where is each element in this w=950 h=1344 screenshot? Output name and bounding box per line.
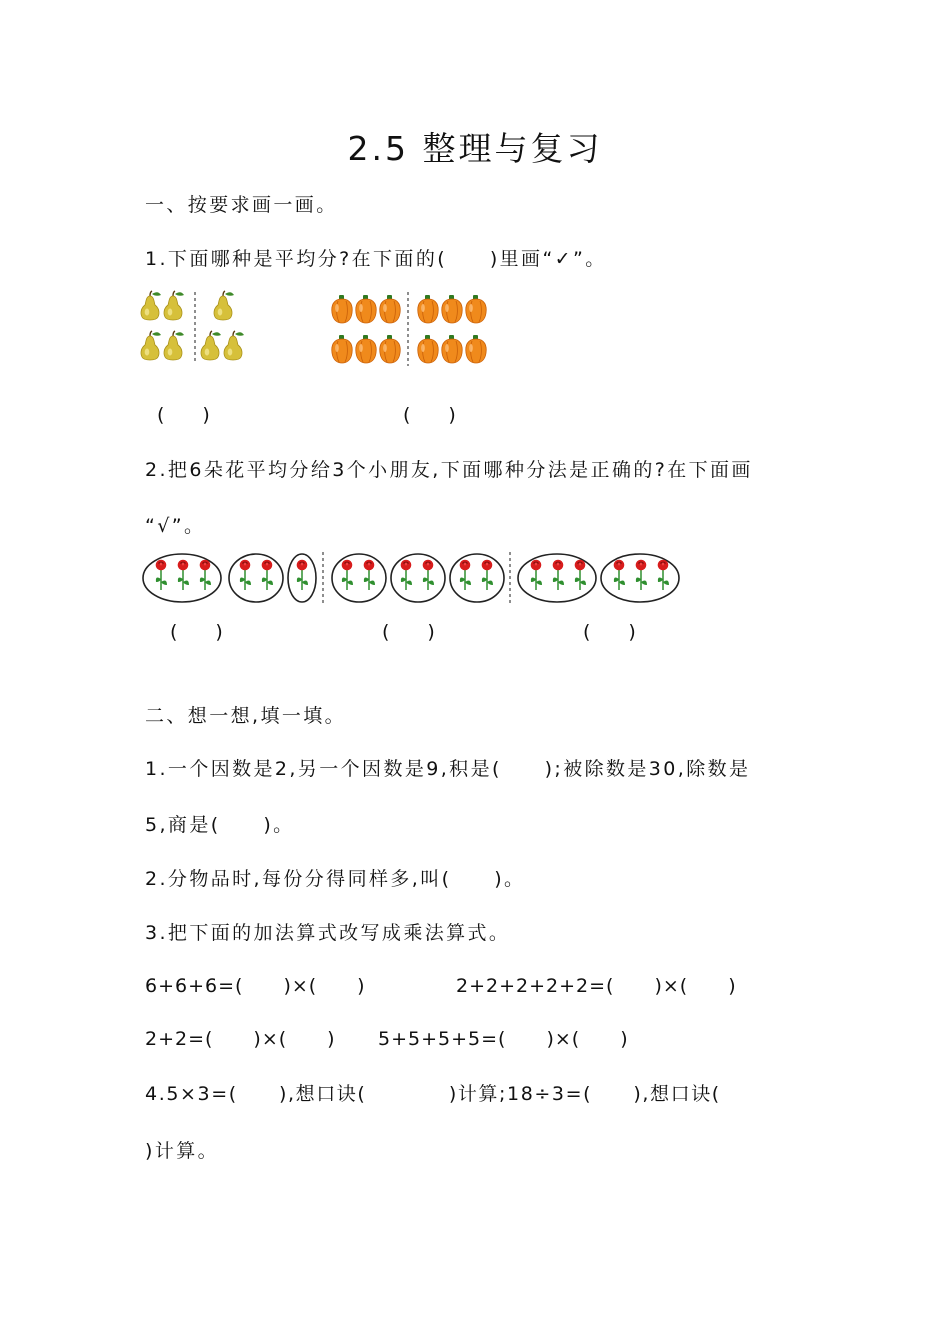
- pear-icon: [141, 331, 161, 360]
- pepper-icon: [356, 335, 376, 363]
- pear-icon: [201, 331, 221, 360]
- section1-heading: 一、按要求画一画。: [145, 194, 338, 216]
- answer-blank-flowers-a[interactable]: ( ): [170, 621, 223, 643]
- question-2-3: 3.把下面的加法算式改写成乘法算式。: [145, 922, 511, 944]
- equation-row1-b: 2+2+2+2+2=( )×( ): [456, 975, 737, 997]
- pepper-icon: [380, 335, 400, 363]
- equation-row2-b: 5+5+5+5=( )×( ): [378, 1028, 629, 1050]
- group-oval: [332, 554, 386, 602]
- peppers-figure: [328, 292, 498, 368]
- group-oval: [391, 554, 445, 602]
- pepper-icon: [332, 295, 352, 323]
- pear-icon: [141, 291, 161, 320]
- pepper-icon: [466, 335, 486, 363]
- question-1-2-text-line1: 2.把6朵花平均分给3个小朋友,下面哪种分法是正确的?在下面画: [145, 459, 753, 481]
- group-oval: [450, 554, 504, 602]
- question-2-4-line2: )计算。: [145, 1140, 220, 1162]
- pepper-icon: [442, 295, 462, 323]
- pear-icon: [214, 291, 234, 320]
- question-1-2-text-line2: “√”。: [145, 515, 206, 537]
- answer-blank-flowers-c[interactable]: ( ): [583, 621, 636, 643]
- question-2-4-line1: 4.5×3=( ),想口诀( )计算;18÷3=( ),想口诀(: [145, 1083, 721, 1105]
- pepper-icon: [466, 295, 486, 323]
- pears-figure: [140, 290, 255, 368]
- question-1-1-text: 1.下面哪种是平均分?在下面的( )里画“✓”。: [145, 248, 607, 270]
- pepper-icon: [418, 335, 438, 363]
- flowers-figure: [140, 550, 685, 608]
- question-2-1-line2: 5,商是( )。: [145, 814, 295, 836]
- page-title: 2.5 整理与复习: [347, 129, 603, 168]
- answer-blank-pears[interactable]: ( ): [157, 404, 210, 426]
- pepper-icon: [442, 335, 462, 363]
- pepper-icon: [332, 335, 352, 363]
- pear-icon: [164, 291, 184, 320]
- question-2-2: 2.分物品时,每份分得同样多,叫( )。: [145, 868, 526, 890]
- equation-row2-a: 2+2=( )×( ): [145, 1028, 336, 1050]
- pepper-icon: [418, 295, 438, 323]
- answer-blank-flowers-b[interactable]: ( ): [382, 621, 435, 643]
- pepper-icon: [380, 295, 400, 323]
- pear-icon: [224, 331, 244, 360]
- answer-blank-peppers[interactable]: ( ): [403, 404, 456, 426]
- pepper-icon: [356, 295, 376, 323]
- equation-row1-a: 6+6+6=( )×( ): [145, 975, 366, 997]
- pear-icon: [164, 331, 184, 360]
- group-oval: [229, 554, 283, 602]
- question-2-1-line1: 1.一个因数是2,另一个因数是9,积是( );被除数是30,除数是: [145, 758, 751, 780]
- section2-heading: 二、想一想,填一填。: [145, 705, 347, 727]
